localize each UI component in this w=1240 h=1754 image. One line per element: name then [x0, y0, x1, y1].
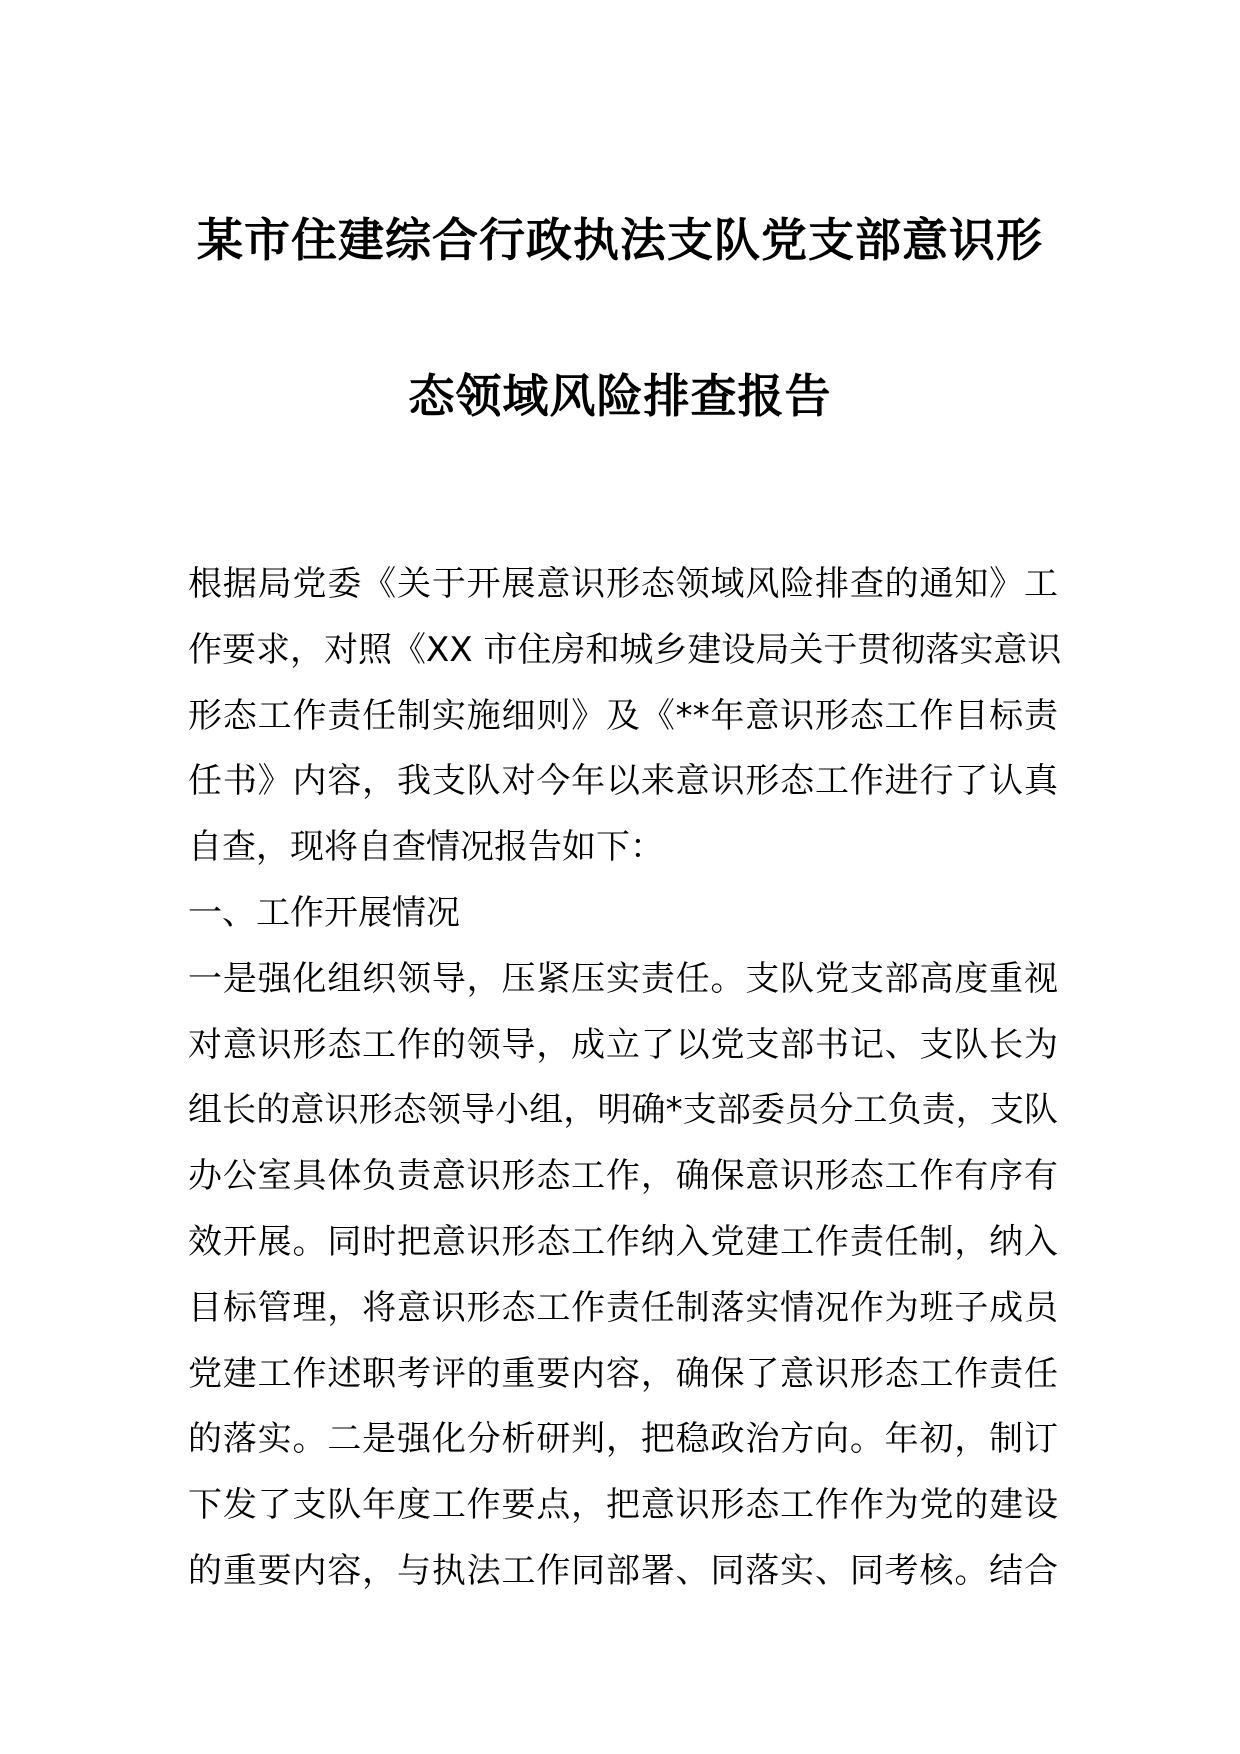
body-line: 下发了支队年度工作要点，把意识形态工作作为党的建设	[188, 1485, 1058, 1526]
body-line: 的落实。二是强化分析研判，把稳政治方向。年初，制订	[188, 1419, 1058, 1460]
body-line: 办公室具体负责意识形态工作，确保意识形态工作有序有	[188, 1156, 1058, 1197]
document-body	[188, 552, 1062, 1605]
body-line: 党建工作述职考评的重要内容，确保了意识形态工作责任	[188, 1353, 1058, 1394]
section-heading: 一、工作开展情况	[188, 892, 460, 933]
body-line: 组长的意识形态领导小组，明确*支部委员分工负责，支队	[188, 1090, 1058, 1131]
body-line: 自查，现将自查情况报告如下：	[188, 827, 664, 868]
document-title-line-1: 某市住建综合行政执法支队党支部意识形	[197, 213, 1043, 267]
body-line: 根据局党委《关于开展意识形态领域风险排查的通知》工	[188, 564, 1058, 604]
body-line: 任书》内容，我支队对今年以来意识形态工作进行了认真	[188, 761, 1058, 802]
body-line: 的重要内容，与执法工作同部署、同落实、同考核。结合	[188, 1550, 1058, 1591]
body-line: 形态工作责任制实施细则》及《**年意识形态工作目标责	[188, 695, 1058, 736]
body-line: 目标管理，将意识形态工作责任制落实情况作为班子成员	[188, 1287, 1058, 1328]
body-line: 对意识形态工作的领导，成立了以党支部书记、支队长为	[188, 1024, 1058, 1065]
document-title-line-2: 态领域风险排查报告	[408, 369, 832, 423]
body-line: 一是强化组织领导，压紧压实责任。支队党支部高度重视	[188, 958, 1058, 999]
body-line: 作要求，对照《XX 市住房和城乡建设局关于贯彻落实意识	[188, 629, 1062, 670]
body-line: 效开展。同时把意识形态工作纳入党建工作责任制，纳入	[188, 1221, 1058, 1262]
